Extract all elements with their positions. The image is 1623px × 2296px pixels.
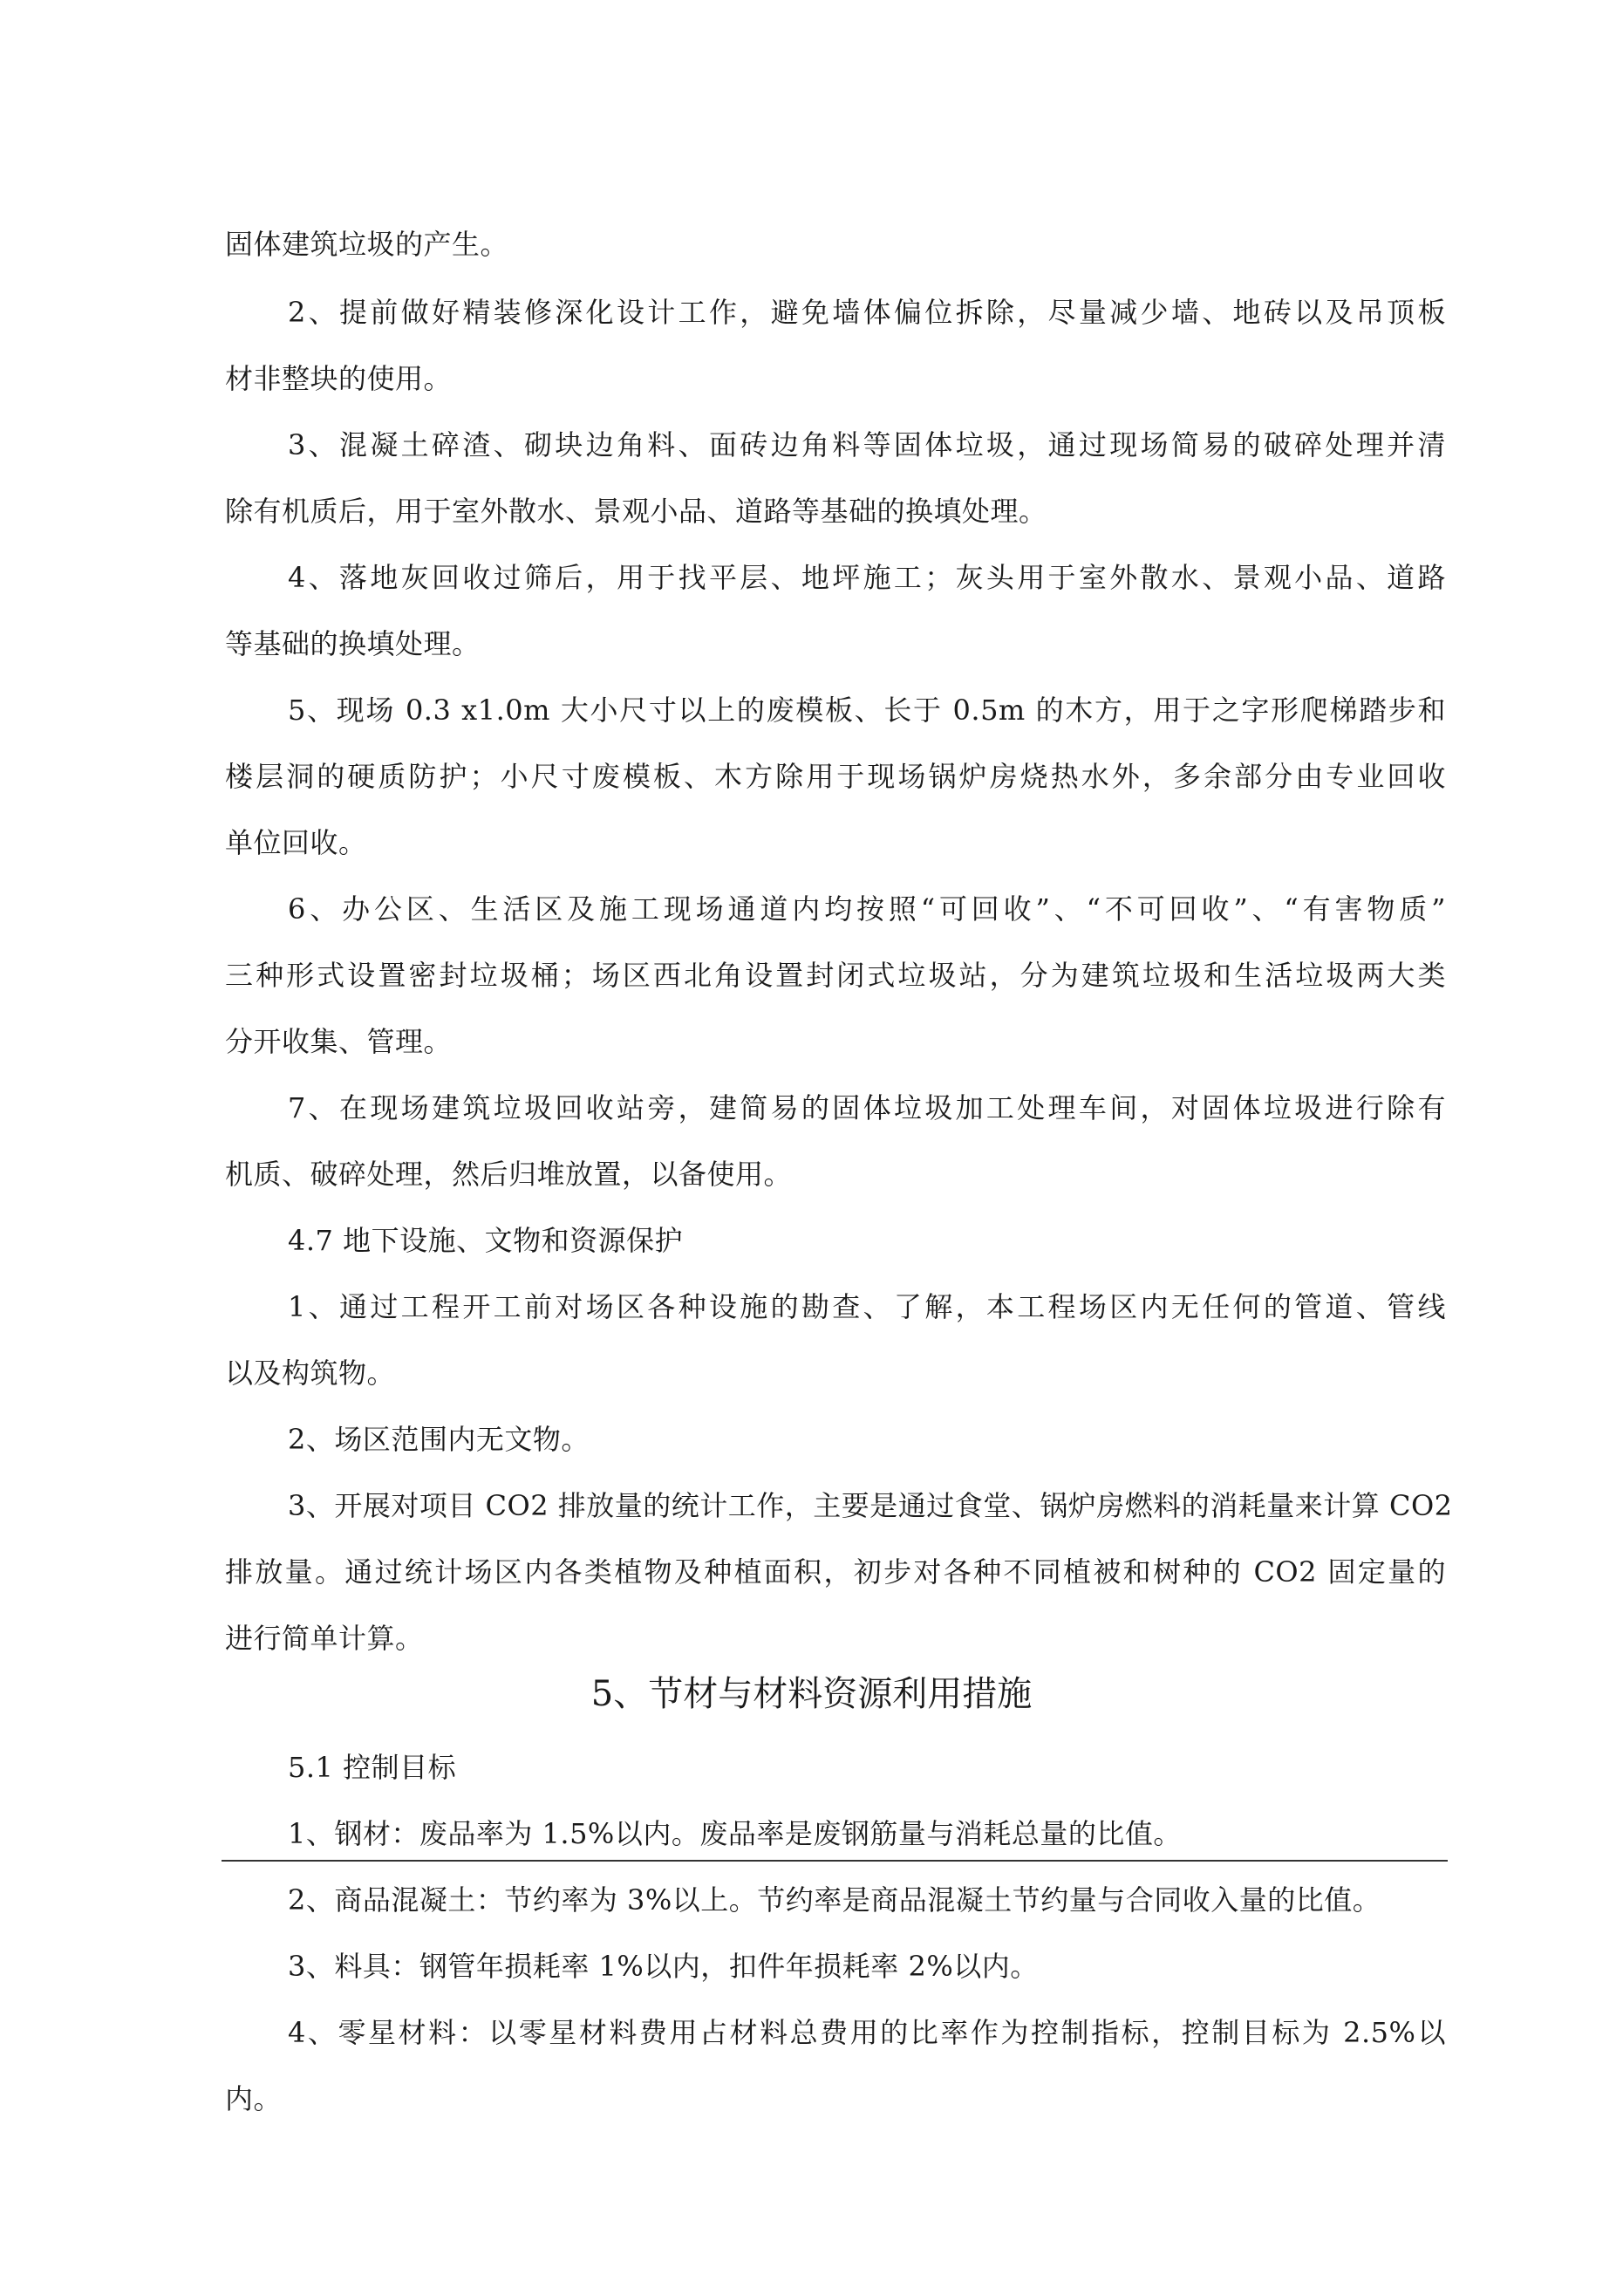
paragraph-line: 2、场区范围内无文物。 [288,1423,590,1456]
paragraph-line: 除有机质后，用于室外散水、景观小品、道路等基础的换填处理。 [225,495,1047,528]
paragraph-line: 三种形式设置密封垃圾桶；场区西北角设置封闭式垃圾站，分为建筑垃圾和生活垃圾两大类 [225,959,1446,992]
paragraph-line: 1、通过工程开工前对场区各种设施的勘查、了解，本工程场区内无任何的管道、管线 [288,1290,1446,1323]
paragraph-line: 5、现场 0.3 x1.0m 大小尺寸以上的废模板、长于 0.5m 的木方，用于之字形爬梯踏步和 [288,694,1446,727]
paragraph-line: 分开收集、管理。 [225,1025,453,1058]
paragraph-line: 机质、破碎处理，然后归堆放置，以备使用。 [225,1158,793,1191]
paragraph-line: 4、零星材料：以零星材料费用占材料总费用的比率作为控制指标，控制目标为 2.5%以 [288,2016,1446,2049]
paragraph-line: 等基础的换填处理。 [225,627,481,660]
section-heading: 5、节材与材料资源利用措施 [590,1674,1033,1714]
paragraph-line: 2、商品混凝土：节约率为 3%以上。节约率是商品混凝土节约量与合同收入量的比值。 [288,1883,1381,1917]
section-subheading: 5.1 控制目标 [288,1751,457,1784]
paragraph-line: 单位回收。 [225,826,367,859]
horizontal-divider [222,1860,1448,1862]
paragraph-line: 1、钢材：废品率为 1.5%以内。废品率是废钢筋量与消耗总量的比值。 [288,1817,1182,1850]
paragraph-line: 以及构筑物。 [225,1356,396,1390]
paragraph-line: 固体建筑垃圾的产生。 [225,228,509,261]
paragraph-line: 材非整块的使用。 [225,362,453,395]
paragraph-line: 6、办公区、生活区及施工现场通道内均按照“可回收”、“不可回收”、“有害物质” [288,892,1446,926]
paragraph-line: 内。 [225,2082,283,2115]
paragraph-line: 3、料具：钢管年损耗率 1%以内，扣件年损耗率 2%以内。 [288,1950,1039,1983]
paragraph-line: 2、提前做好精装修深化设计工作，避免墙体偏位拆除，尽量减少墙、地砖以及吊顶板 [288,296,1446,329]
paragraph-line: 4、落地灰回收过筛后，用于找平层、地坪施工；灰头用于室外散水、景观小品、道路 [288,561,1446,594]
paragraph-line: 排放量。通过统计场区内各类植物及种植面积，初步对各种不同植被和树种的 CO2 固定量的 [225,1555,1446,1589]
section-subheading: 4.7 地下设施、文物和资源保护 [288,1224,684,1257]
paragraph-line: 3、混凝土碎渣、砌块边角料、面砖边角料等固体垃圾，通过现场简易的破碎处理并清 [288,428,1446,461]
paragraph-line: 7、在现场建筑垃圾回收站旁，建简易的固体垃圾加工处理车间，对固体垃圾进行除有 [288,1091,1446,1124]
paragraph-line: 3、开展对项目 CO2 排放量的统计工作，主要是通过食堂、锅炉房燃料的消耗量来计算 CO2 [288,1489,1453,1522]
paragraph-line: 楼层洞的硬质防护；小尺寸废模板、木方除用于现场锅炉房烧热水外，多余部分由专业回收 [225,760,1446,793]
paragraph-line: 进行简单计算。 [225,1622,424,1655]
